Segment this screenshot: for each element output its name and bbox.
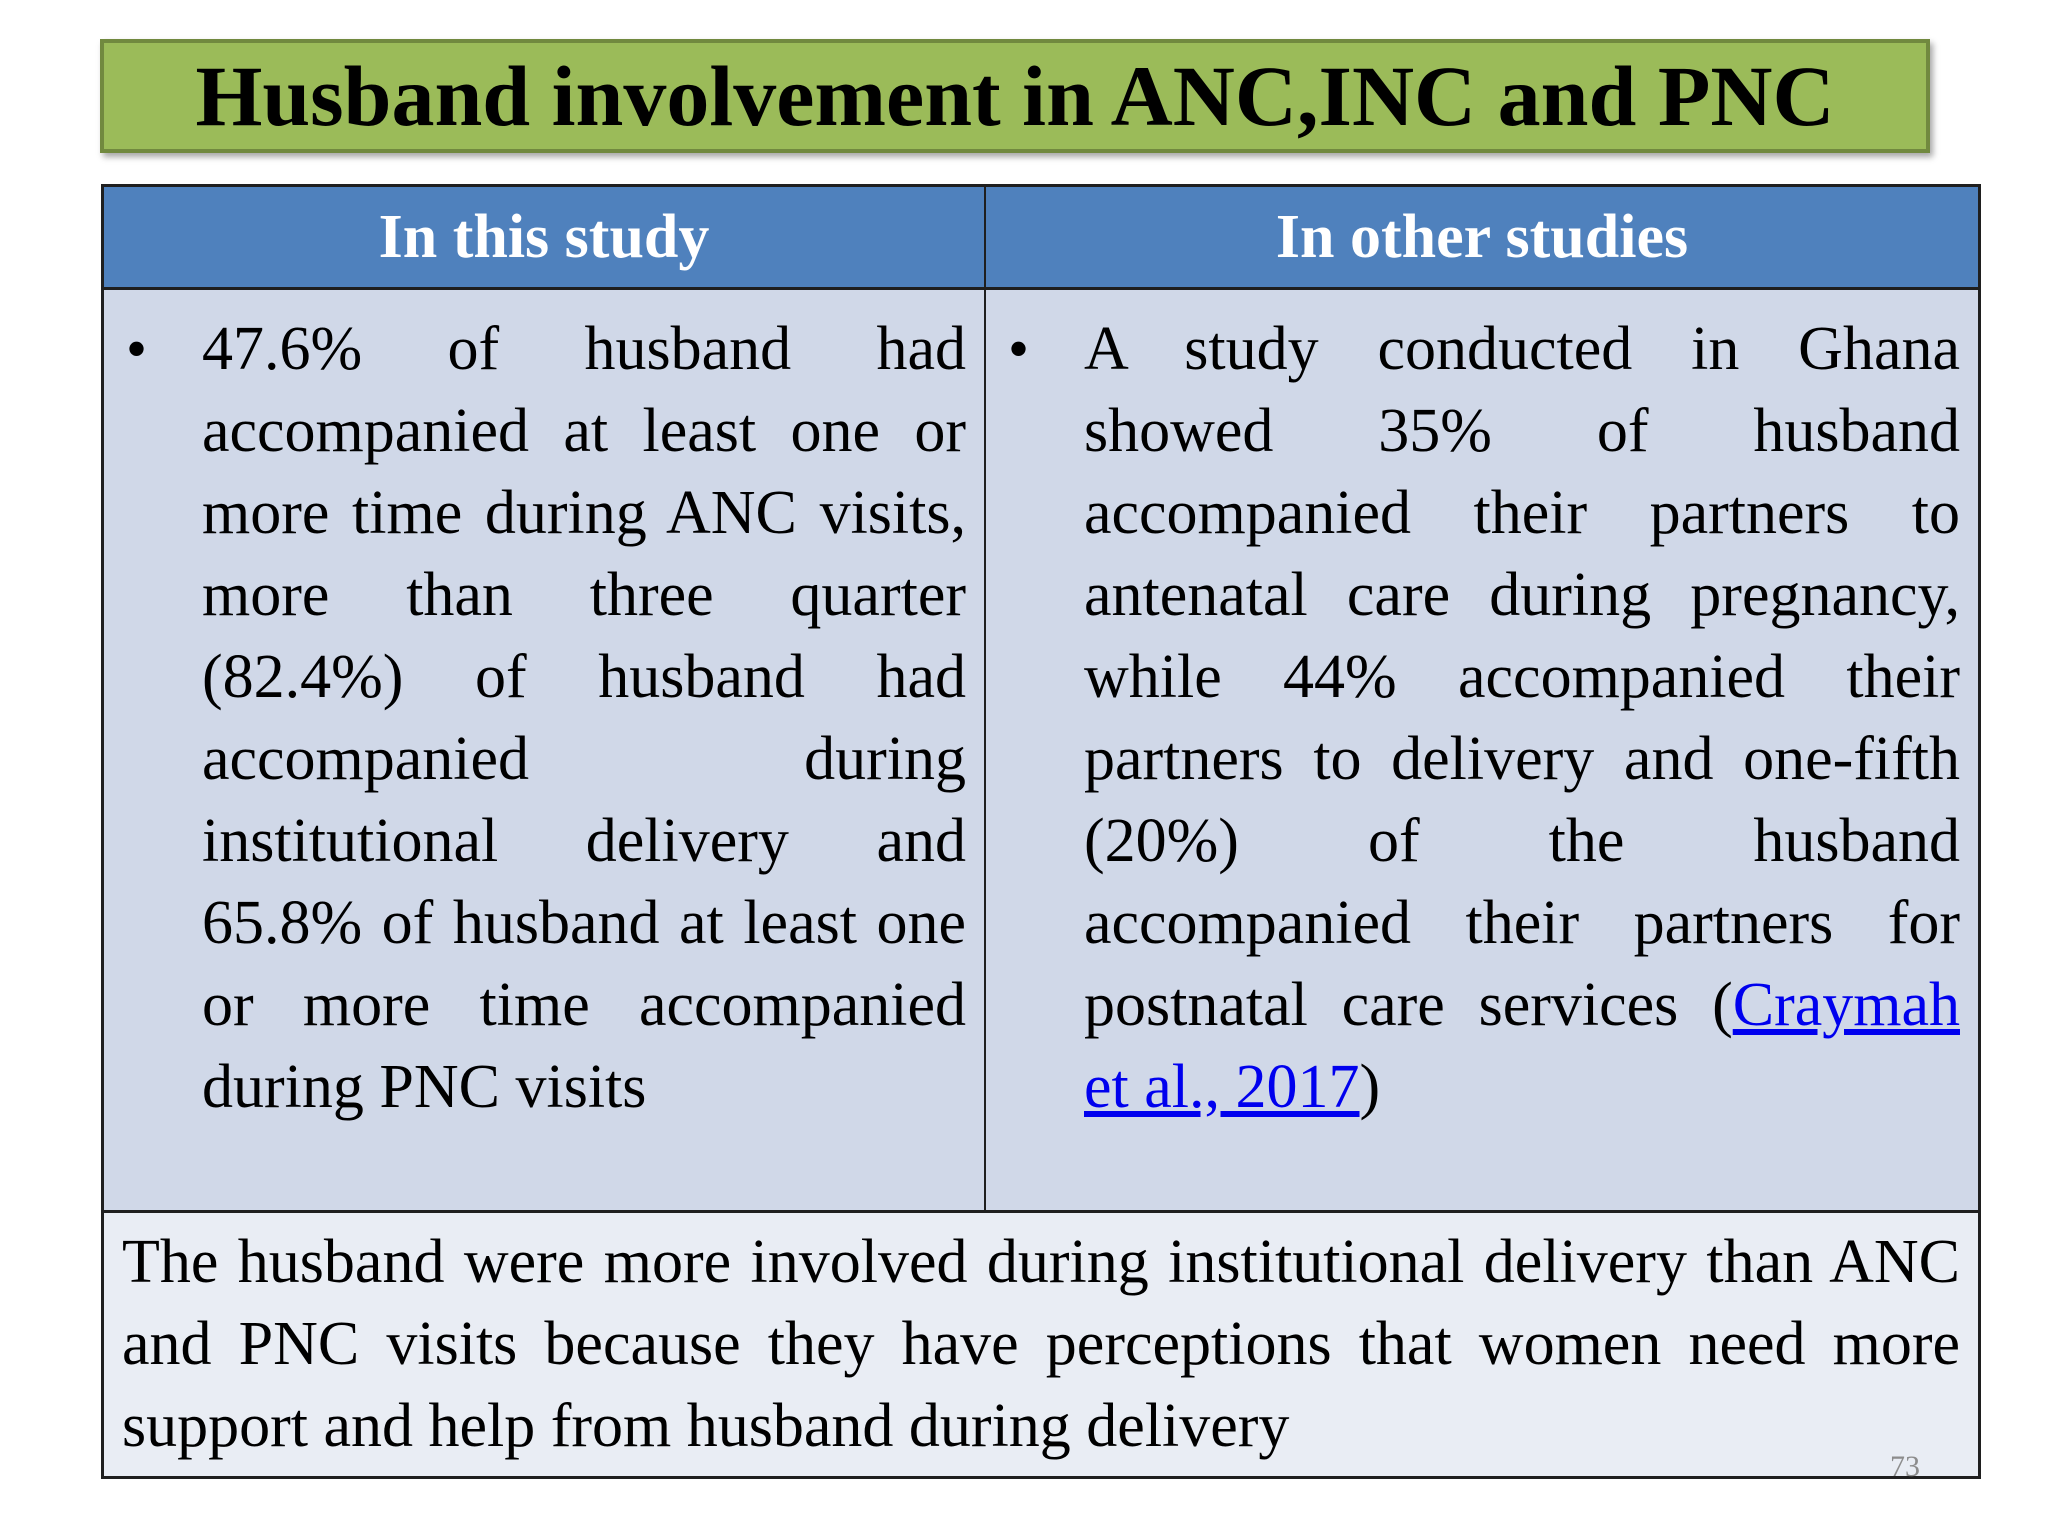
title-banner [100, 39, 1930, 153]
citation-close-paren: ) [1359, 1053, 1381, 1121]
citation-link[interactable]: Craymah et al., 2017 [1084, 971, 1960, 1121]
table-header-row [104, 187, 1978, 290]
header-other-studies: In other studies [1275, 202, 1689, 271]
header-this-study: In this study [378, 202, 710, 271]
table-body-row [104, 290, 1978, 1210]
other-studies-text [1084, 308, 1960, 1128]
conclusion-text: The husband were more involved during institutional delivery than ANC and PNC visits because they have perceptions that women need more support and help from husband during delivery [122, 1228, 1960, 1460]
page-number: 73 [1890, 1450, 1920, 1483]
table-footer-row [104, 1210, 1978, 1476]
slide-title: Husband involvement in ANC,INC and PNC [195, 48, 1835, 144]
comparison-table [101, 184, 1981, 1479]
cell-other-studies [986, 290, 1978, 1210]
other-studies-text-main: A study conducted in Ghana showed 35% of husband accompanied their partners to antenatal care during pregnancy, while 44% accompanied their partners to delivery and one-fifth (20%) of the husband accompanied their partners for postnatal care services ( [1084, 315, 1960, 1039]
bullet-icon: • [1008, 316, 1030, 382]
bullet-icon: • [126, 316, 148, 382]
this-study-text: 47.6% of husband had accompanied at least one or more time during ANC visits, more than three quarter (82.4%) of husband had accompanied during institutional delivery and 65.8% of husband at least one or more time accompanied during PNC visits [202, 315, 966, 1121]
cell-this-study [104, 290, 984, 1210]
column-divider [984, 187, 986, 1210]
